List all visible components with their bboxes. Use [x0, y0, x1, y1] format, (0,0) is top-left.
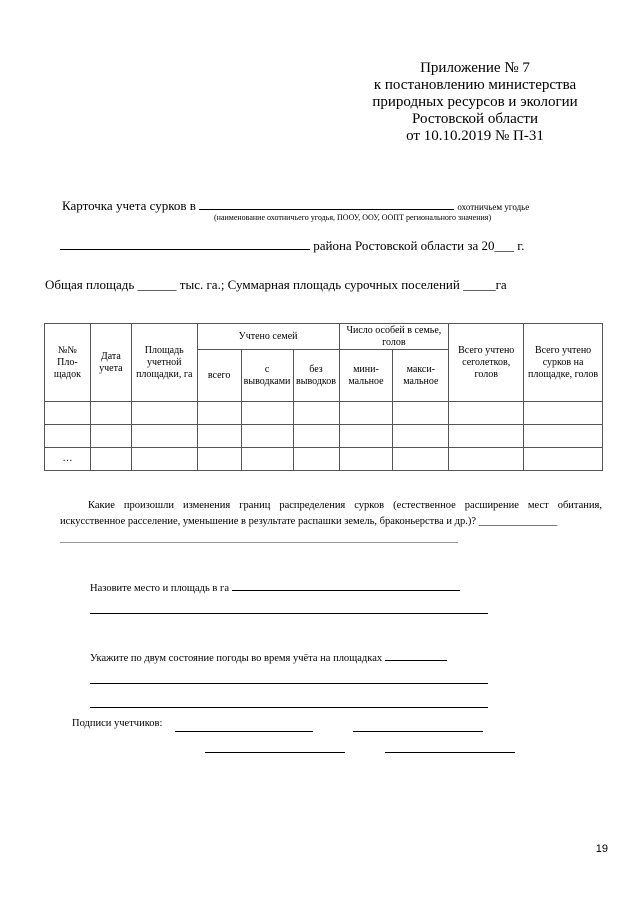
district-line — [60, 238, 524, 254]
answer-line[interactable] — [60, 542, 458, 543]
question-weather-text: Укажите по двум состояние погоды во время учёта на площадках — [90, 653, 383, 664]
signature-line[interactable] — [175, 731, 313, 732]
page-number: 19 — [595, 843, 608, 855]
answer-line[interactable] — [90, 683, 488, 684]
col-plot-area: Площадь учетной площадки, га — [131, 324, 197, 402]
col-plot-number: №№ Пло-щадок — [45, 324, 91, 402]
signature-line[interactable] — [205, 752, 345, 753]
appendix-line-3: природных ресурсов и экологии — [372, 94, 578, 110]
question-place-area-text: Назовите место и площадь в га — [90, 583, 229, 594]
answer-line[interactable] — [90, 707, 488, 708]
appendix-line-4: Ростовской области — [412, 111, 538, 127]
place-area-field[interactable] — [232, 581, 460, 591]
group-families: Учтено семей — [197, 324, 339, 350]
hunting-ground-caption: (наименование охотничьего угодья, ПООУ, ООУ, ООПТ регионального значения) — [214, 213, 492, 222]
card-title-line — [62, 198, 529, 214]
appendix-title: Приложение № 7 — [420, 60, 530, 76]
signature-line[interactable] — [353, 731, 483, 732]
district-field[interactable] — [60, 238, 310, 250]
appendix-header — [350, 60, 600, 145]
appendix-line-2: к постановлению министерства — [373, 77, 577, 93]
table-row — [45, 402, 603, 425]
col-date: Дата учета — [90, 324, 131, 402]
col-yearlings: Всего учтено сеголетков, голов — [449, 324, 524, 402]
col-max: макси-мальное — [393, 350, 449, 402]
question-place-area — [90, 581, 460, 594]
table-row — [45, 448, 603, 471]
question-weather — [90, 651, 447, 664]
ellipsis-cell: … — [45, 448, 91, 471]
district-text: района Ростовской области за 20___ г. — [313, 238, 525, 253]
table-row — [45, 425, 603, 448]
col-without-litters: без выводков — [293, 350, 339, 402]
signature-line[interactable] — [385, 752, 515, 753]
registration-table — [44, 323, 603, 471]
col-marmots-total: Всего учтено сурков на площадке, голов — [524, 324, 603, 402]
weather-field[interactable] — [385, 651, 447, 661]
signatures-label: Подписи учетчиков: — [72, 718, 163, 729]
col-families-total: всего — [197, 350, 241, 402]
hunting-ground-field[interactable] — [199, 198, 454, 210]
card-title-suffix: охотничьем угодье — [457, 202, 530, 212]
card-title: Карточка учета сурков в — [62, 198, 196, 213]
appendix-date: от 10.10.2019 № П-31 — [406, 128, 544, 144]
col-with-litters: с выводками — [241, 350, 293, 402]
question-range-changes-text: Какие произошли изменения границ распределения сурков (естественное расширение мест обитания, искусственное расселение, уменьшение в результате распашки земель, браконьерства и др.)? _______________ — [60, 500, 602, 527]
question-range-changes — [60, 498, 602, 530]
col-min: мини-мальное — [339, 350, 393, 402]
group-individuals: Число особей в семье, голов — [339, 324, 449, 350]
answer-line[interactable] — [90, 613, 488, 614]
area-line: Общая площадь ______ тыс. га.; Суммарная площадь сурочных поселений _____га — [45, 277, 507, 292]
